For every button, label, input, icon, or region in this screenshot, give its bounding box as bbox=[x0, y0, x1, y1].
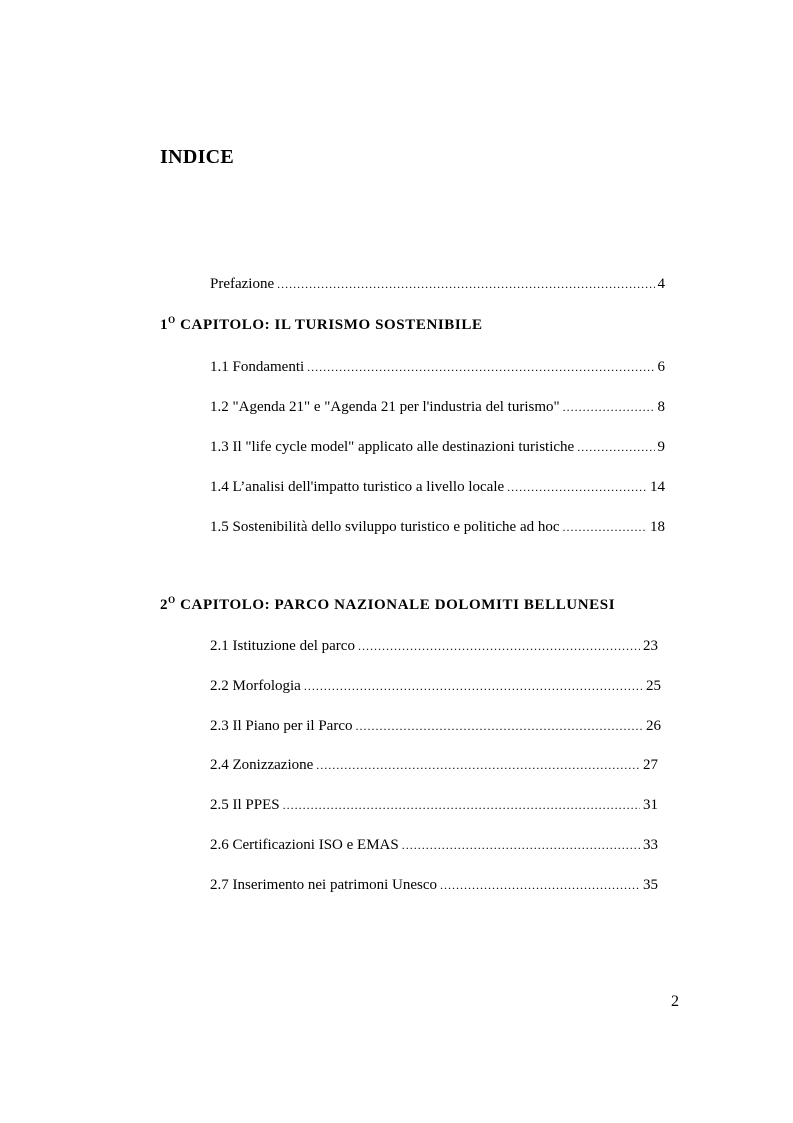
toc-entry-label: 2.6 Certificazioni ISO e EMAS bbox=[210, 837, 399, 853]
chapter-number: 1 bbox=[160, 317, 169, 333]
dot-leader bbox=[563, 400, 655, 415]
toc-entry-page: 8 bbox=[657, 399, 665, 415]
chapter-title: CAPITOLO: IL TURISMO SOSTENIBILE bbox=[180, 317, 483, 333]
dot-leader bbox=[307, 360, 654, 375]
toc-entry-2-7 bbox=[210, 877, 658, 894]
toc-entry-1-1 bbox=[210, 359, 665, 376]
chapter-title: CAPITOLO: PARCO NAZIONALE DOLOMITI BELLUNESI bbox=[180, 597, 616, 613]
toc-entry-2-3 bbox=[210, 718, 661, 735]
dot-leader bbox=[316, 758, 640, 773]
toc-entry-page: 27 bbox=[643, 757, 658, 773]
toc-entry-2-6 bbox=[210, 837, 658, 854]
toc-entry-page: 25 bbox=[646, 678, 661, 694]
dot-leader bbox=[577, 440, 654, 455]
dot-leader bbox=[563, 520, 647, 535]
chapter-ordinal: O bbox=[168, 315, 176, 325]
toc-entry-label: 2.7 Inserimento nei patrimoni Unesco bbox=[210, 877, 438, 893]
toc-entry-label: 1.3 Il "life cycle model" applicato alle destinazioni turistiche bbox=[210, 439, 575, 455]
chapter-heading-2 bbox=[160, 597, 615, 614]
toc-entry-label: 1.4 L’analisi dell'impatto turistico a livello locale bbox=[210, 479, 505, 495]
toc-entry-label: 1.5 Sostenibilità dello sviluppo turistico e politiche ad hoc bbox=[210, 519, 560, 535]
toc-entry-1-4 bbox=[210, 479, 665, 496]
chapter-ordinal: O bbox=[168, 595, 176, 605]
dot-leader bbox=[402, 838, 640, 853]
toc-entry-1-5 bbox=[210, 519, 665, 536]
dot-leader bbox=[507, 480, 647, 495]
toc-entry-page: 35 bbox=[643, 877, 658, 893]
dot-leader bbox=[355, 719, 643, 734]
chapter-number: 2 bbox=[160, 597, 169, 613]
toc-entry-label: 1.2 "Agenda 21" e "Agenda 21 per l'industria del turismo" bbox=[210, 399, 560, 415]
toc-entry-page: 14 bbox=[650, 479, 665, 495]
toc-entry-label: 2.2 Morfologia bbox=[210, 678, 301, 694]
toc-entry-1-2 bbox=[210, 399, 665, 416]
toc-entry-page: 9 bbox=[657, 439, 665, 455]
dot-leader bbox=[283, 798, 640, 813]
toc-entry-2-2 bbox=[210, 678, 661, 695]
toc-entry-page: 31 bbox=[643, 797, 658, 813]
page-number: 2 bbox=[671, 993, 679, 1010]
toc-entry-label: 2.1 Istituzione del parco bbox=[210, 638, 355, 654]
dot-leader bbox=[440, 878, 640, 893]
toc-entry-page: 23 bbox=[643, 638, 658, 654]
toc-entry-preface bbox=[210, 276, 665, 293]
toc-entry-label: Prefazione bbox=[210, 276, 275, 292]
dot-leader bbox=[304, 679, 643, 694]
dot-leader bbox=[358, 639, 640, 654]
toc-entry-page: 18 bbox=[650, 519, 665, 535]
toc-entry-2-1 bbox=[210, 638, 658, 655]
toc-entry-2-4 bbox=[210, 757, 658, 774]
toc-entry-page: 33 bbox=[643, 837, 658, 853]
toc-entry-page: 6 bbox=[657, 359, 665, 375]
toc-entry-page: 4 bbox=[657, 276, 665, 292]
dot-leader bbox=[277, 277, 654, 292]
page-title: INDICE bbox=[160, 146, 235, 168]
toc-entry-label: 1.1 Fondamenti bbox=[210, 359, 305, 375]
toc-entry-label: 2.5 Il PPES bbox=[210, 797, 280, 813]
toc-entry-page: 26 bbox=[646, 718, 661, 734]
toc-entry-label: 2.4 Zonizzazione bbox=[210, 757, 314, 773]
toc-entry-1-3 bbox=[210, 439, 665, 456]
toc-entry-2-5 bbox=[210, 797, 658, 814]
chapter-heading-1 bbox=[160, 317, 483, 334]
toc-entry-label: 2.3 Il Piano per il Parco bbox=[210, 718, 353, 734]
